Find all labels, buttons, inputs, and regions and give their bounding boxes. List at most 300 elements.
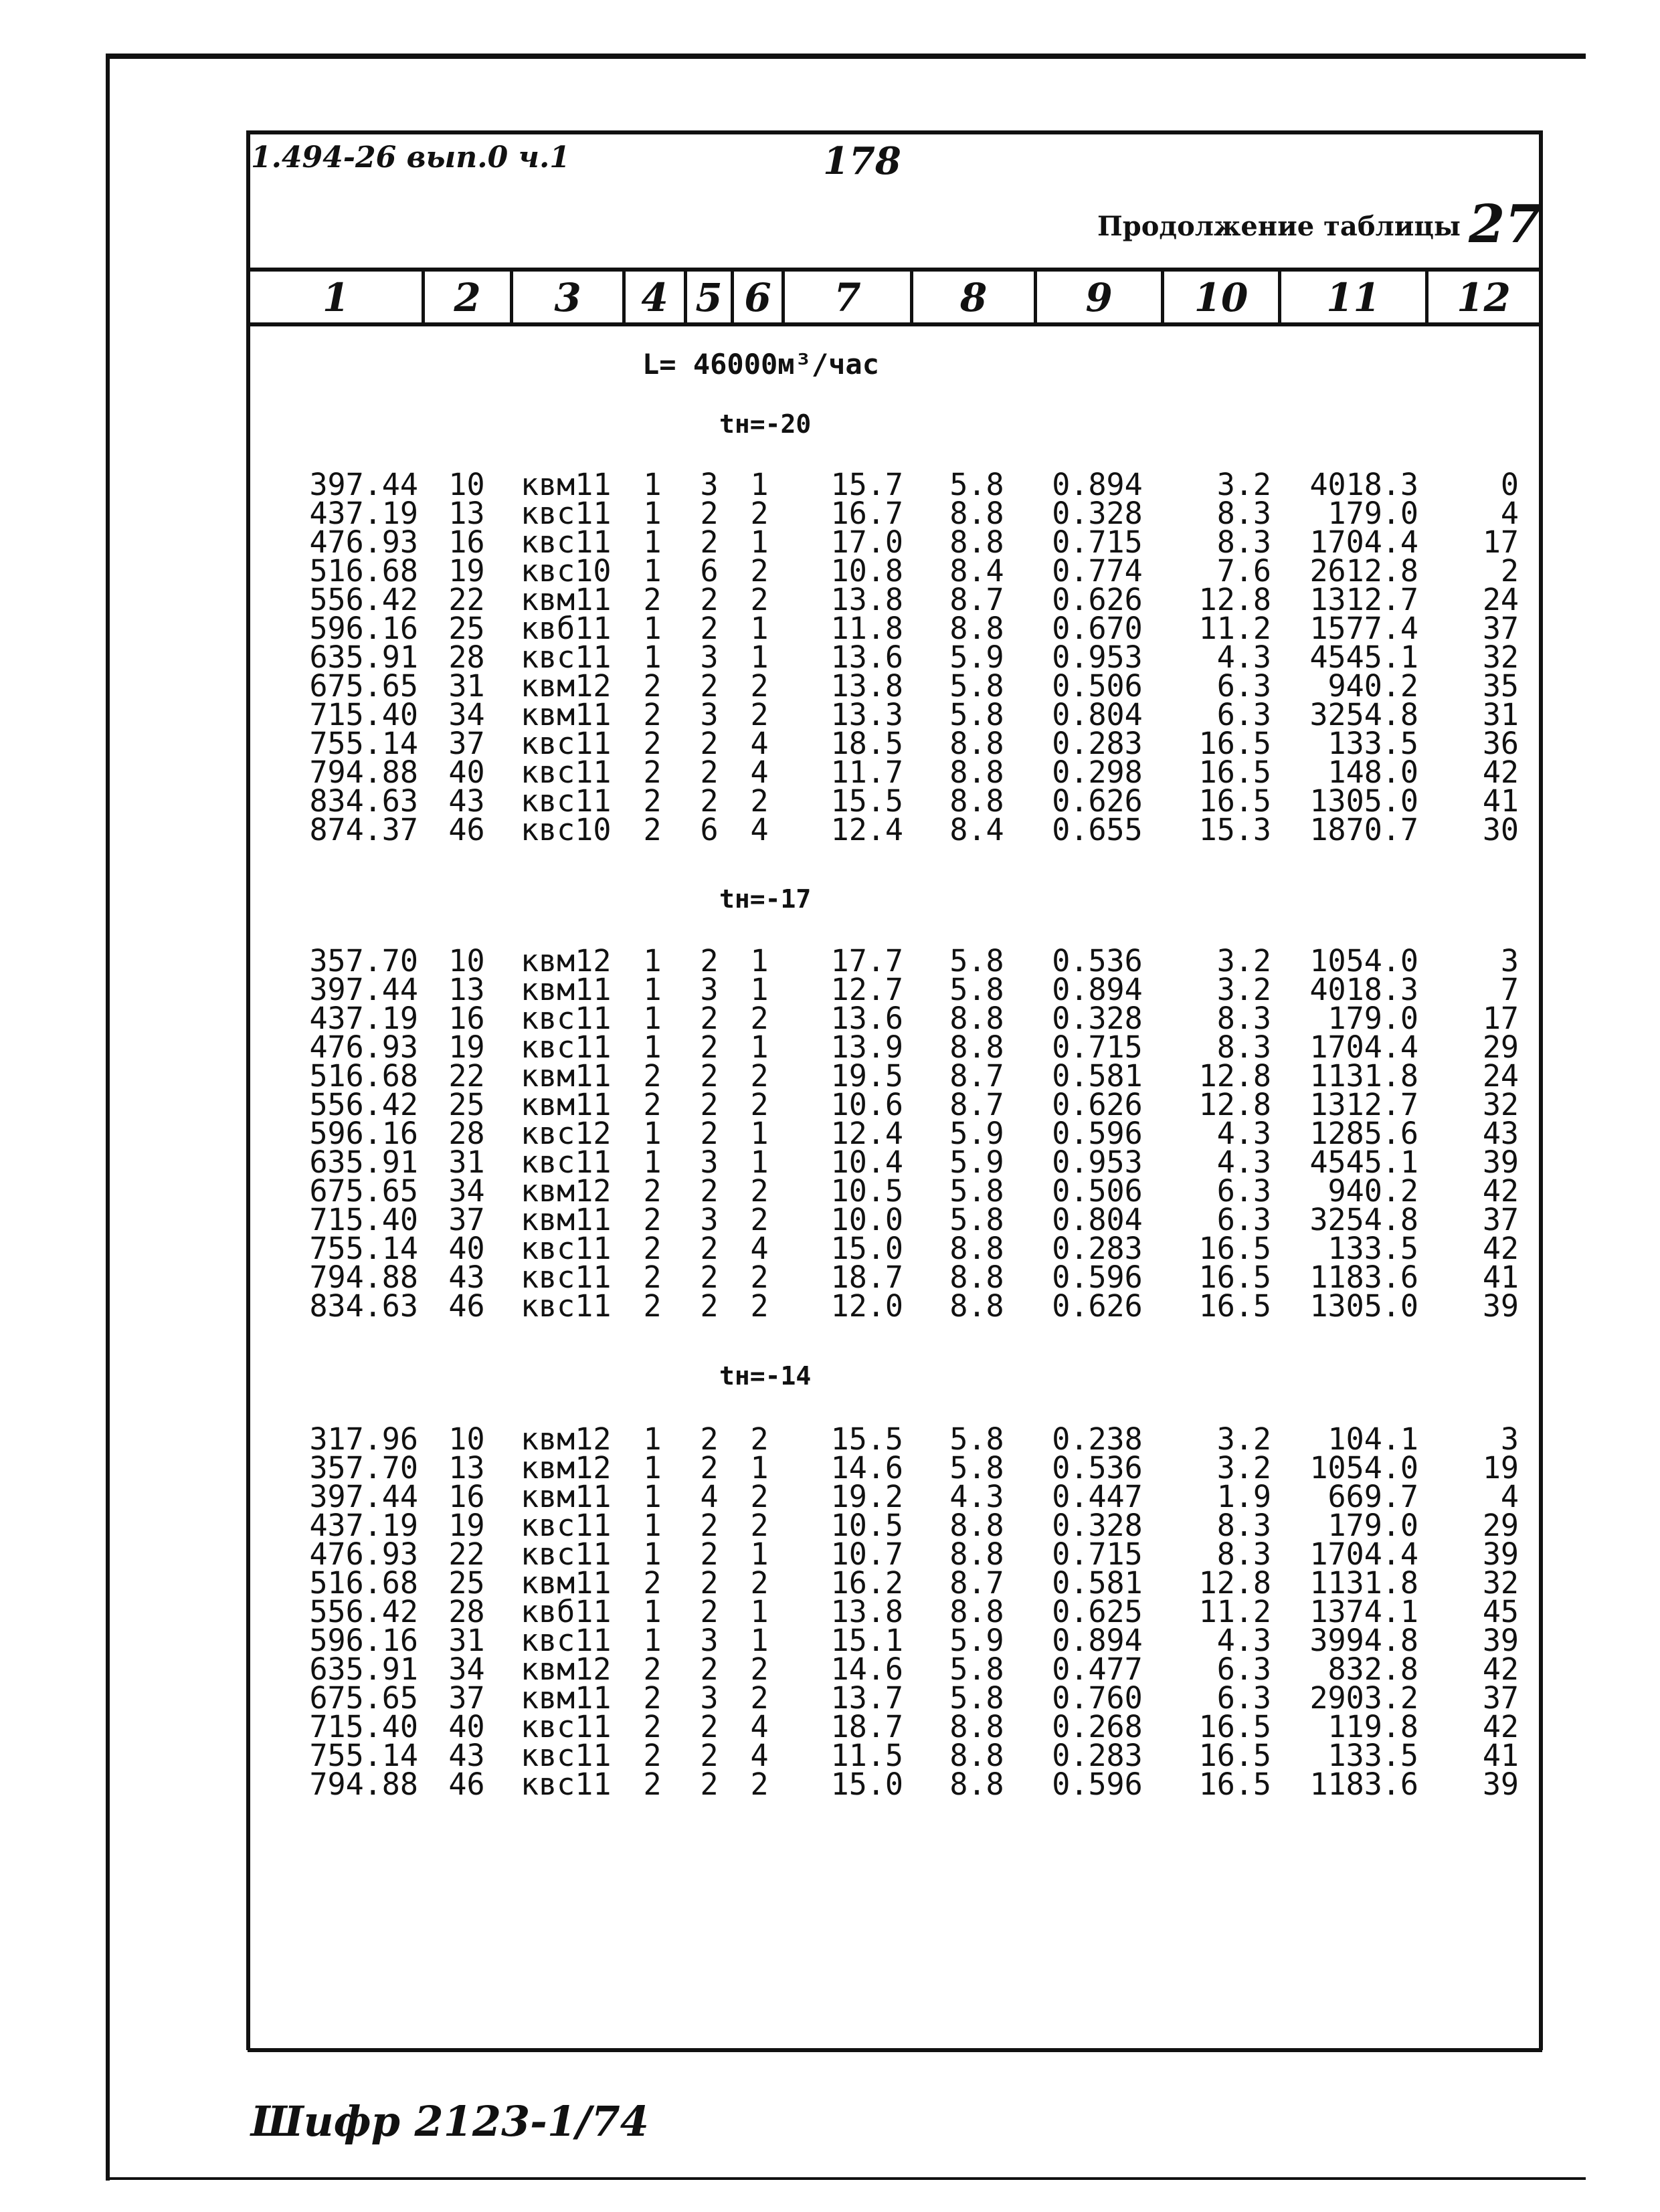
cell-col-4: 1 — [643, 1421, 662, 1457]
cell-col-4: 2 — [643, 1087, 662, 1122]
cell-col-10: 12.8 — [1198, 582, 1271, 617]
cell-col-8: 8.8 — [949, 1709, 1004, 1744]
cell-col-11: 179.0 — [1327, 1001, 1418, 1036]
table-row — [0, 1680, 1660, 1716]
cell-col-3: квс11 — [521, 1288, 612, 1324]
cell-col-11: 669.7 — [1327, 1479, 1418, 1514]
cell-col-7: 13.6 — [830, 1001, 903, 1036]
cell-col-5: 2 — [700, 1565, 719, 1601]
cell-col-1: 794.88 — [309, 755, 418, 790]
cell-col-7: 18.5 — [830, 726, 903, 761]
cell-col-11: 179.0 — [1327, 1508, 1418, 1543]
cell-col-4: 2 — [643, 1058, 662, 1094]
cell-col-2: 34 — [448, 1651, 485, 1687]
cell-col-11: 133.5 — [1327, 1738, 1418, 1773]
table-row — [0, 639, 1660, 675]
column-header-3: 3 — [554, 275, 581, 320]
cell-col-12: 41 — [1482, 783, 1519, 819]
cell-col-6: 4 — [750, 755, 769, 790]
cell-col-1: 437.19 — [309, 1508, 418, 1543]
cell-col-12: 31 — [1482, 697, 1519, 732]
cell-col-11: 133.5 — [1327, 1231, 1418, 1266]
cell-col-3: квс11 — [521, 1623, 612, 1658]
cell-col-9: 0.715 — [1052, 524, 1143, 560]
table-title: L= 46000м³/час — [642, 348, 880, 381]
cell-col-6: 1 — [750, 1536, 769, 1572]
cell-col-5: 2 — [700, 1767, 719, 1802]
cell-col-8: 5.8 — [949, 1421, 1004, 1457]
cell-col-5: 2 — [700, 1508, 719, 1543]
cell-col-12: 3 — [1500, 1421, 1519, 1457]
cell-col-11: 1577.4 — [1309, 611, 1418, 646]
cell-col-1: 755.14 — [309, 726, 418, 761]
cell-col-5: 2 — [700, 1001, 719, 1036]
cell-col-7: 10.7 — [830, 1536, 903, 1572]
cell-col-1: 516.68 — [309, 1565, 418, 1601]
cell-col-5: 2 — [700, 1058, 719, 1094]
cell-col-11: 3254.8 — [1309, 697, 1418, 732]
cell-col-6: 1 — [750, 1594, 769, 1629]
cell-col-11: 1131.8 — [1309, 1058, 1418, 1094]
cell-col-3: квс11 — [521, 783, 612, 819]
cell-col-9: 0.626 — [1052, 783, 1143, 819]
cell-col-12: 42 — [1482, 1651, 1519, 1687]
cell-col-8: 8.8 — [949, 1738, 1004, 1773]
cell-col-2: 31 — [448, 668, 485, 704]
cell-col-1: 556.42 — [309, 582, 418, 617]
cell-col-2: 46 — [448, 812, 485, 847]
cell-col-8: 5.8 — [949, 467, 1004, 502]
cell-col-8: 8.8 — [949, 1536, 1004, 1572]
cell-col-9: 0.596 — [1052, 1116, 1143, 1151]
cell-col-10: 8.3 — [1216, 524, 1271, 560]
cell-col-6: 2 — [750, 1421, 769, 1457]
cell-col-10: 3.2 — [1216, 943, 1271, 979]
cell-col-3: квс11 — [521, 726, 612, 761]
cell-col-10: 3.2 — [1216, 1421, 1271, 1457]
table-row — [0, 496, 1660, 531]
cell-col-4: 2 — [643, 1680, 662, 1716]
table-row — [0, 943, 1660, 979]
cell-col-6: 4 — [750, 1231, 769, 1266]
cell-col-6: 2 — [750, 1087, 769, 1122]
cell-col-12: 3 — [1500, 943, 1519, 979]
cell-col-10: 16.5 — [1198, 1709, 1271, 1744]
cell-col-11: 1305.0 — [1309, 783, 1418, 819]
cell-col-12: 0 — [1500, 467, 1519, 502]
cell-col-7: 17.0 — [830, 524, 903, 560]
cell-col-10: 4.3 — [1216, 1116, 1271, 1151]
cell-col-10: 15.3 — [1198, 812, 1271, 847]
cell-col-10: 12.8 — [1198, 1087, 1271, 1122]
cell-col-9: 0.626 — [1052, 582, 1143, 617]
cell-col-11: 1870.7 — [1309, 812, 1418, 847]
cell-col-8: 8.4 — [949, 553, 1004, 589]
cell-col-5: 4 — [700, 1479, 719, 1514]
cell-col-10: 8.3 — [1216, 1508, 1271, 1543]
cell-col-12: 41 — [1482, 1260, 1519, 1295]
cell-col-4: 2 — [643, 1565, 662, 1601]
cell-col-1: 755.14 — [309, 1231, 418, 1266]
document-code: 1.494-26 вып.0 ч.1 — [251, 140, 570, 175]
cell-col-12: 29 — [1482, 1508, 1519, 1543]
cell-col-3: квс11 — [521, 1029, 612, 1065]
cell-col-12: 42 — [1482, 1231, 1519, 1266]
cell-col-3: квм12 — [521, 1173, 612, 1209]
continuation-label: Продолжение таблицы — [1097, 211, 1461, 242]
cell-col-6: 1 — [750, 972, 769, 1007]
cell-col-11: 1183.6 — [1309, 1767, 1418, 1802]
cell-col-12: 39 — [1482, 1288, 1519, 1324]
cell-col-7: 10.6 — [830, 1087, 903, 1122]
cell-col-11: 2612.8 — [1309, 553, 1418, 589]
cell-col-1: 476.93 — [309, 524, 418, 560]
cell-col-6: 1 — [750, 639, 769, 675]
cell-col-6: 2 — [750, 1651, 769, 1687]
cell-col-12: 29 — [1482, 1029, 1519, 1065]
cell-col-7: 15.5 — [830, 783, 903, 819]
table-row — [0, 1651, 1660, 1687]
cell-col-12: 32 — [1482, 1565, 1519, 1601]
outer-frame-top — [107, 54, 1586, 59]
cell-col-4: 2 — [643, 1738, 662, 1773]
cell-col-3: квс11 — [521, 1709, 612, 1744]
table-row — [0, 1260, 1660, 1295]
cell-col-9: 0.715 — [1052, 1029, 1143, 1065]
cell-col-9: 0.328 — [1052, 1508, 1143, 1543]
table-row — [0, 1536, 1660, 1572]
cell-col-10: 11.2 — [1198, 1594, 1271, 1629]
cell-col-2: 13 — [448, 496, 485, 531]
cell-col-7: 15.5 — [830, 1421, 903, 1457]
cell-col-1: 715.40 — [309, 1709, 418, 1744]
cell-col-2: 46 — [448, 1767, 485, 1802]
cell-col-2: 46 — [448, 1288, 485, 1324]
cell-col-12: 2 — [1500, 553, 1519, 589]
cell-col-7: 18.7 — [830, 1709, 903, 1744]
table-row — [0, 668, 1660, 704]
cell-col-5: 2 — [700, 943, 719, 979]
cell-col-9: 0.774 — [1052, 553, 1143, 589]
cell-col-12: 32 — [1482, 639, 1519, 675]
cell-col-9: 0.655 — [1052, 812, 1143, 847]
table-row — [0, 611, 1660, 646]
cell-col-10: 8.3 — [1216, 1029, 1271, 1065]
cell-col-3: квм11 — [521, 972, 612, 1007]
column-header-4: 4 — [641, 275, 668, 320]
cell-col-9: 0.283 — [1052, 1738, 1143, 1773]
cell-col-3: квс11 — [521, 639, 612, 675]
cell-col-7: 19.5 — [830, 1058, 903, 1094]
section-2-rows — [0, 943, 1660, 1324]
cell-col-10: 6.3 — [1216, 668, 1271, 704]
cell-col-11: 3254.8 — [1309, 1202, 1418, 1237]
cell-col-9: 0.506 — [1052, 1173, 1143, 1209]
cell-col-2: 25 — [448, 1087, 485, 1122]
cell-col-5: 2 — [700, 1231, 719, 1266]
cell-col-2: 40 — [448, 1231, 485, 1266]
cell-col-3: квм11 — [521, 1202, 612, 1237]
cell-col-7: 13.8 — [830, 1594, 903, 1629]
cell-col-2: 34 — [448, 1173, 485, 1209]
cell-col-6: 1 — [750, 1029, 769, 1065]
cell-col-4: 2 — [643, 1173, 662, 1209]
cell-col-11: 1054.0 — [1309, 1450, 1418, 1486]
cell-col-4: 2 — [643, 812, 662, 847]
cell-col-7: 15.1 — [830, 1623, 903, 1658]
cell-col-11: 1312.7 — [1309, 1087, 1418, 1122]
cell-col-2: 19 — [448, 1508, 485, 1543]
table-row — [0, 1623, 1660, 1658]
cell-col-10: 8.3 — [1216, 496, 1271, 531]
cell-col-1: 675.65 — [309, 668, 418, 704]
cell-col-8: 8.8 — [949, 1767, 1004, 1802]
cell-col-8: 5.8 — [949, 1651, 1004, 1687]
cell-col-4: 1 — [643, 1594, 662, 1629]
cell-col-2: 31 — [448, 1144, 485, 1180]
table-row — [0, 812, 1660, 847]
cell-col-3: квм11 — [521, 1680, 612, 1716]
table-row — [0, 1508, 1660, 1543]
cell-col-11: 4018.3 — [1309, 972, 1418, 1007]
cell-col-12: 4 — [1500, 1479, 1519, 1514]
cell-col-3: квб11 — [521, 1594, 612, 1629]
cell-col-8: 5.8 — [949, 972, 1004, 1007]
table-row — [0, 467, 1660, 502]
cell-col-10: 4.3 — [1216, 1623, 1271, 1658]
cell-col-7: 15.0 — [830, 1767, 903, 1802]
cell-col-5: 2 — [700, 1116, 719, 1151]
cell-col-1: 834.63 — [309, 783, 418, 819]
cell-col-4: 1 — [643, 972, 662, 1007]
cell-col-5: 2 — [700, 1536, 719, 1572]
cell-col-1: 635.91 — [309, 639, 418, 675]
cell-col-12: 45 — [1482, 1594, 1519, 1629]
table-row — [0, 1231, 1660, 1266]
cell-col-3: квм11 — [521, 1087, 612, 1122]
section-title-3: tн=-14 — [719, 1361, 812, 1391]
cell-col-4: 1 — [643, 496, 662, 531]
cell-col-8: 8.8 — [949, 1288, 1004, 1324]
cell-col-10: 8.3 — [1216, 1536, 1271, 1572]
table-row — [0, 1288, 1660, 1324]
cell-col-8: 8.8 — [949, 755, 1004, 790]
section-title-2: tн=-17 — [719, 884, 812, 914]
cell-col-6: 2 — [750, 1479, 769, 1514]
cell-col-8: 8.8 — [949, 1508, 1004, 1543]
cell-col-5: 2 — [700, 668, 719, 704]
cell-col-11: 1305.0 — [1309, 1288, 1418, 1324]
column-header-6: 6 — [744, 275, 771, 320]
cell-col-4: 2 — [643, 1651, 662, 1687]
cipher-label: Шифр 2123-1/74 — [251, 2097, 649, 2146]
section-3-rows — [0, 1421, 1660, 1802]
cell-col-3: квм11 — [521, 582, 612, 617]
table-row — [0, 1087, 1660, 1122]
cell-col-6: 2 — [750, 1202, 769, 1237]
cell-col-5: 3 — [700, 467, 719, 502]
cell-col-11: 133.5 — [1327, 726, 1418, 761]
cell-col-10: 6.3 — [1216, 1651, 1271, 1687]
cell-col-4: 1 — [643, 943, 662, 979]
cell-col-5: 2 — [700, 496, 719, 531]
cell-col-6: 4 — [750, 726, 769, 761]
table-row — [0, 1116, 1660, 1151]
cell-col-6: 2 — [750, 1001, 769, 1036]
cell-col-6: 1 — [750, 1116, 769, 1151]
cell-col-1: 794.88 — [309, 1767, 418, 1802]
cell-col-4: 1 — [643, 1116, 662, 1151]
table-row — [0, 1173, 1660, 1209]
table-row — [0, 1709, 1660, 1744]
cell-col-11: 1285.6 — [1309, 1116, 1418, 1151]
page-number: 178 — [823, 139, 901, 183]
cell-col-11: 4545.1 — [1309, 639, 1418, 675]
cell-col-12: 43 — [1482, 1116, 1519, 1151]
cell-col-4: 1 — [643, 639, 662, 675]
cell-col-7: 15.7 — [830, 467, 903, 502]
cell-col-2: 40 — [448, 1709, 485, 1744]
cell-col-10: 16.5 — [1198, 1231, 1271, 1266]
cell-col-1: 596.16 — [309, 1623, 418, 1658]
cell-col-5: 2 — [700, 1738, 719, 1773]
cell-col-9: 0.953 — [1052, 639, 1143, 675]
cell-col-2: 40 — [448, 755, 485, 790]
cell-col-6: 2 — [750, 668, 769, 704]
cell-col-4: 2 — [643, 1288, 662, 1324]
cell-col-2: 16 — [448, 1479, 485, 1514]
cell-col-11: 148.0 — [1327, 755, 1418, 790]
cell-col-8: 5.9 — [949, 1144, 1004, 1180]
table-row — [0, 1450, 1660, 1486]
cell-col-1: 834.63 — [309, 1288, 418, 1324]
cell-col-1: 556.42 — [309, 1594, 418, 1629]
cell-col-12: 19 — [1482, 1450, 1519, 1486]
cell-col-6: 2 — [750, 582, 769, 617]
cell-col-10: 12.8 — [1198, 1058, 1271, 1094]
cell-col-7: 12.7 — [830, 972, 903, 1007]
cell-col-10: 16.5 — [1198, 1767, 1271, 1802]
cell-col-8: 8.7 — [949, 1058, 1004, 1094]
cell-col-9: 0.447 — [1052, 1479, 1143, 1514]
cell-col-7: 12.4 — [830, 1116, 903, 1151]
cell-col-7: 14.6 — [830, 1450, 903, 1486]
cell-col-3: квм11 — [521, 1479, 612, 1514]
cell-col-2: 22 — [448, 582, 485, 617]
cell-col-9: 0.283 — [1052, 726, 1143, 761]
cell-col-12: 17 — [1482, 524, 1519, 560]
cell-col-11: 4018.3 — [1309, 467, 1418, 502]
cell-col-11: 1704.4 — [1309, 1029, 1418, 1065]
cell-col-3: квм12 — [521, 1651, 612, 1687]
cell-col-8: 5.9 — [949, 1116, 1004, 1151]
cell-col-6: 1 — [750, 611, 769, 646]
cell-col-11: 179.0 — [1327, 496, 1418, 531]
cell-col-2: 28 — [448, 1116, 485, 1151]
cell-col-7: 11.7 — [830, 755, 903, 790]
cell-col-2: 22 — [448, 1058, 485, 1094]
cell-col-1: 476.93 — [309, 1029, 418, 1065]
cell-col-8: 8.8 — [949, 1029, 1004, 1065]
cell-col-7: 14.6 — [830, 1651, 903, 1687]
cell-col-8: 4.3 — [949, 1479, 1004, 1514]
cell-col-9: 0.670 — [1052, 611, 1143, 646]
cell-col-9: 0.328 — [1052, 1001, 1143, 1036]
cell-col-9: 0.760 — [1052, 1680, 1143, 1716]
cell-col-9: 0.596 — [1052, 1767, 1143, 1802]
cell-col-5: 3 — [700, 1623, 719, 1658]
cell-col-2: 16 — [448, 524, 485, 560]
cell-col-3: квс12 — [521, 1116, 612, 1151]
cell-col-9: 0.238 — [1052, 1421, 1143, 1457]
table-row — [0, 1001, 1660, 1036]
cell-col-3: квм11 — [521, 697, 612, 732]
cell-col-12: 36 — [1482, 726, 1519, 761]
cell-col-7: 11.8 — [830, 611, 903, 646]
table-row — [0, 972, 1660, 1007]
cell-col-3: квм11 — [521, 1565, 612, 1601]
cell-col-6: 2 — [750, 1173, 769, 1209]
cell-col-1: 556.42 — [309, 1087, 418, 1122]
cell-col-3: квс11 — [521, 1231, 612, 1266]
cell-col-2: 19 — [448, 1029, 485, 1065]
cell-col-1: 317.96 — [309, 1421, 418, 1457]
cell-col-2: 10 — [448, 467, 485, 502]
table-row — [0, 1767, 1660, 1802]
cell-col-11: 1183.6 — [1309, 1260, 1418, 1295]
cell-col-1: 397.44 — [309, 1479, 418, 1514]
cell-col-7: 13.8 — [830, 582, 903, 617]
cell-col-6: 2 — [750, 1680, 769, 1716]
cell-col-7: 10.8 — [830, 553, 903, 589]
cell-col-6: 2 — [750, 553, 769, 589]
cell-col-2: 13 — [448, 1450, 485, 1486]
cell-col-6: 1 — [750, 943, 769, 979]
cell-col-1: 476.93 — [309, 1536, 418, 1572]
cell-col-1: 357.70 — [309, 1450, 418, 1486]
cell-col-8: 5.8 — [949, 668, 1004, 704]
cell-col-12: 39 — [1482, 1623, 1519, 1658]
cell-col-5: 2 — [700, 1087, 719, 1122]
cell-col-6: 2 — [750, 496, 769, 531]
cell-col-5: 3 — [700, 972, 719, 1007]
cell-col-12: 39 — [1482, 1144, 1519, 1180]
cell-col-7: 10.5 — [830, 1173, 903, 1209]
cell-col-3: квс11 — [521, 1508, 612, 1543]
cell-col-5: 2 — [700, 783, 719, 819]
cell-col-12: 39 — [1482, 1536, 1519, 1572]
cell-col-6: 1 — [750, 1450, 769, 1486]
cell-col-9: 0.894 — [1052, 1623, 1143, 1658]
cell-col-3: квм12 — [521, 943, 612, 979]
cell-col-5: 3 — [700, 639, 719, 675]
cell-col-8: 8.8 — [949, 726, 1004, 761]
cell-col-4: 1 — [643, 1144, 662, 1180]
cell-col-6: 4 — [750, 1738, 769, 1773]
cell-col-2: 28 — [448, 639, 485, 675]
cell-col-12: 17 — [1482, 1001, 1519, 1036]
cell-col-10: 16.5 — [1198, 755, 1271, 790]
cell-col-10: 3.2 — [1216, 972, 1271, 1007]
cell-col-6: 2 — [750, 1508, 769, 1543]
cell-col-10: 6.3 — [1216, 1173, 1271, 1209]
cell-col-9: 0.626 — [1052, 1288, 1143, 1324]
cell-col-3: квс10 — [521, 812, 612, 847]
cell-col-8: 5.8 — [949, 1450, 1004, 1486]
column-header-2: 2 — [454, 275, 481, 320]
cell-col-7: 13.3 — [830, 697, 903, 732]
cell-col-1: 755.14 — [309, 1738, 418, 1773]
